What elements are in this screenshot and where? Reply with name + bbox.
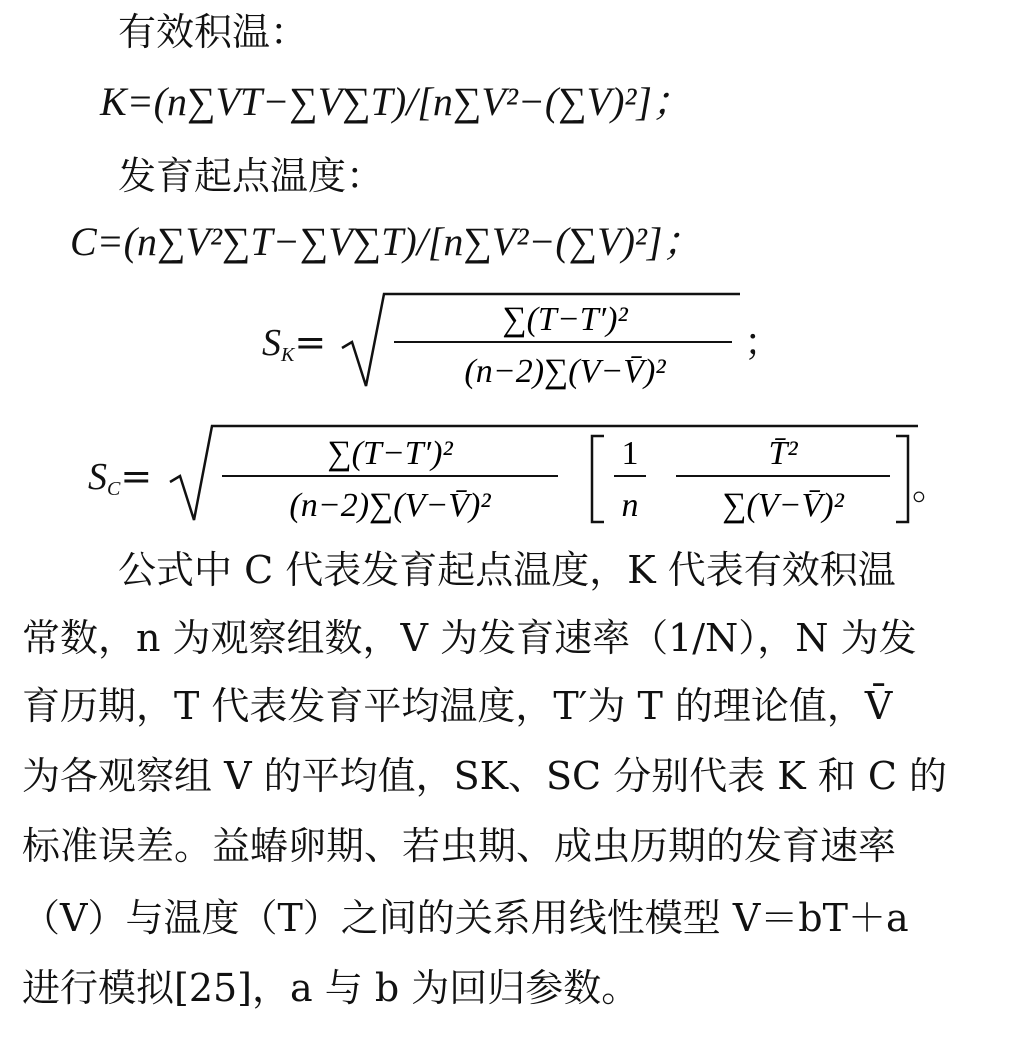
sc-subscript: C bbox=[107, 478, 121, 500]
sc-numerator: ∑(T−T′)² bbox=[327, 435, 453, 472]
sk-denominator: (n−2)∑(V−V̄)² bbox=[464, 353, 666, 390]
sc-radical bbox=[168, 418, 928, 530]
sc-frac2-num: T̄² bbox=[768, 435, 798, 472]
sk-letter: S bbox=[262, 322, 281, 364]
paragraph-line-5: 标准误差。益蝽卵期、若虫期、成虫历期的发育速率 bbox=[22, 824, 897, 868]
sc-right-bracket bbox=[896, 436, 908, 522]
paragraph-line-7: 进行模拟[25]，a 与 b 为回归参数。 bbox=[22, 966, 640, 1010]
sc-label bbox=[88, 452, 152, 513]
sk-numerator: ∑(T−T′)² bbox=[502, 301, 628, 338]
sc-end: 。 bbox=[912, 464, 951, 508]
sc-denominator: (n−2)∑(V−V̄)² bbox=[289, 487, 491, 524]
formula-c: C=(n∑V²∑T−∑V∑T)/[n∑V²−(∑V)²]； bbox=[70, 219, 703, 264]
paragraph-line-1: 公式中 C 代表发育起点温度，K 代表有效积温 bbox=[118, 548, 896, 592]
sc-frac1-num: 1 bbox=[621, 435, 639, 472]
sk-end: ； bbox=[744, 320, 783, 364]
sk-subscript: K bbox=[281, 344, 295, 366]
paragraph-line-6: （V）与温度（T）之间的关系用线性模型 V＝bT＋a bbox=[22, 896, 909, 940]
sc-frac2-den: ∑(V−V̄)² bbox=[722, 487, 844, 524]
sc-letter: S bbox=[88, 456, 107, 498]
sk-equals: = bbox=[294, 320, 327, 364]
paragraph-line-4: 为各观察组 V 的平均值，SK、SC 分别代表 K 和 C 的 bbox=[22, 754, 947, 798]
sk-radical bbox=[340, 286, 760, 396]
paragraph-line-2: 常数，n 为观察组数，V 为发育速率（1/N），N 为发 bbox=[22, 616, 917, 660]
heading-development-threshold: 发育起点温度： bbox=[118, 154, 385, 198]
sc-frac1-den: n bbox=[621, 487, 639, 524]
formula-k: K=(n∑VT−∑V∑T)/[n∑V²−(∑V)²]； bbox=[100, 79, 692, 124]
sc-left-bracket bbox=[592, 436, 604, 522]
paragraph-line-3: 育历期，T 代表发育平均温度，T′为 T 的理论值，V̄ bbox=[22, 684, 893, 728]
heading-effective-temperature: 有效积温： bbox=[118, 10, 309, 54]
sc-equals: = bbox=[120, 454, 153, 498]
sk-label bbox=[262, 318, 326, 379]
